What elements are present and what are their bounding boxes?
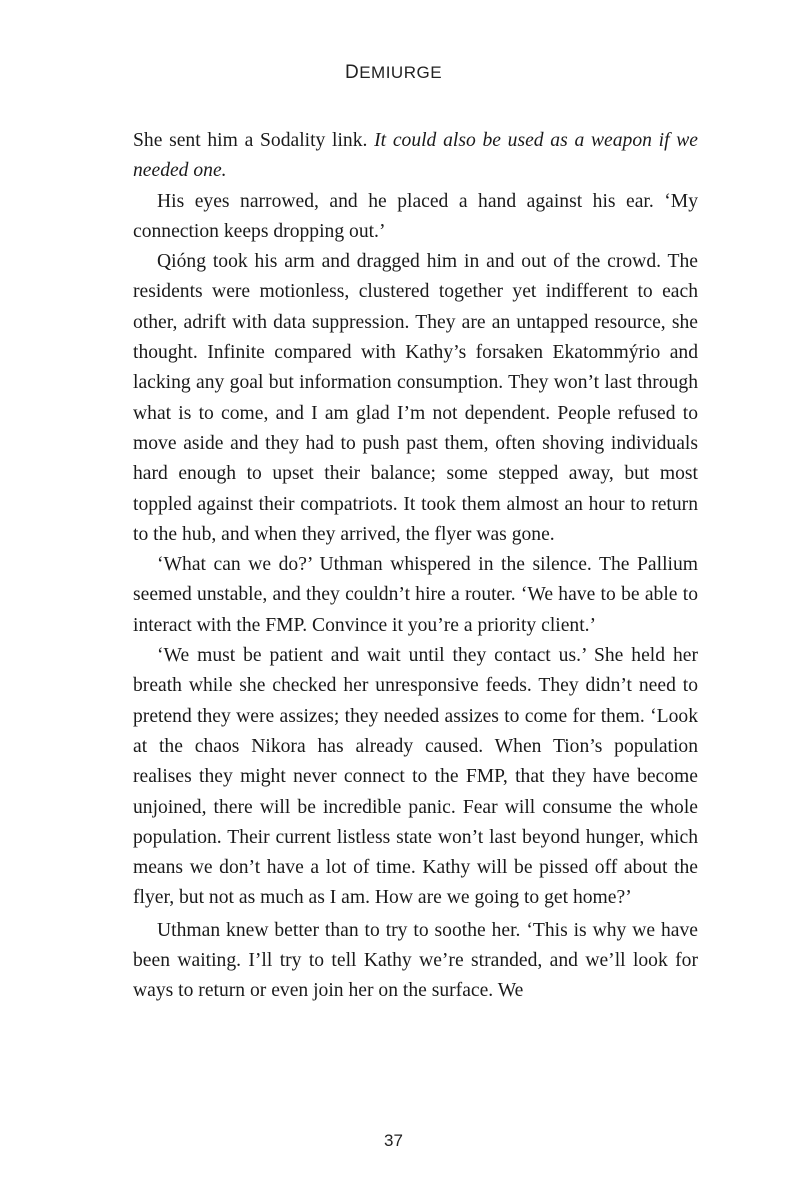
running-head <box>0 62 787 84</box>
running-head-rest: EMIURGE <box>359 63 443 82</box>
paragraph-2: His eyes narrowed, and he placed a hand against his ear. ‘My connection keeps dropping out.’ <box>133 190 698 242</box>
paragraph-6: Uthman knew better than to try to soothe her. ‘This is why we have been waiting. I’ll try to tell Kathy we’re stranded, and we’ll look for ways to return or even join her on the surface. We <box>133 919 698 1002</box>
paragraph-1 <box>133 126 698 187</box>
paragraph-4: ‘What can we do?’ Uthman whispered in the silence. The Pallium seemed unstable, and they couldn’t hire a router. ‘We have to be able to interact with the FMP. Convince it you’re a priority client.’ <box>133 554 698 636</box>
paragraph-5: ‘We must be patient and wait until they contact us.’ She held her breath while she checked her unresponsive feeds. They didn’t need to pretend they were assizes; they needed assizes to come for them. ‘Look at the chaos Nikora has already caused. When Tion’s population realises they might never connect to the FMP, that they have become unjoined, there will be incredible panic. Fear will consume the whole population. Their current listless state won’t last beyond hunger, which means we don’t have a lot of time. Kathy will be pissed off about the flyer, but not as much as I am. How are we going to get home?’ <box>133 645 698 909</box>
page-number: 37 <box>384 1131 403 1150</box>
running-head-initial: D <box>344 62 360 83</box>
paragraph-3: Qióng took his arm and dragged him in and out of the crowd. The residents were motionless, clustered together yet indifferent to each other, adrift with data suppression. They are an untapped resource, she thought. Infinite compared with Kathy’s forsaken Ekatommýrio and lacking any goal but information consumption. They won’t last through what is to come, and I am glad I’m not dependent. People refused to move aside and they had to push past them, often shoving individuals hard enough to upset their balance; some stepped away, but most toppled against their compatriots. It took them almost an hour to return to the hub, and when they arrived, the flyer was gone. <box>133 251 698 545</box>
body-text <box>133 126 698 1007</box>
paragraph-1-text: She sent him a Sodality link. <box>133 130 375 151</box>
paragraph-1-italic: It could also be used as a weapon if we needed one. <box>133 130 699 182</box>
